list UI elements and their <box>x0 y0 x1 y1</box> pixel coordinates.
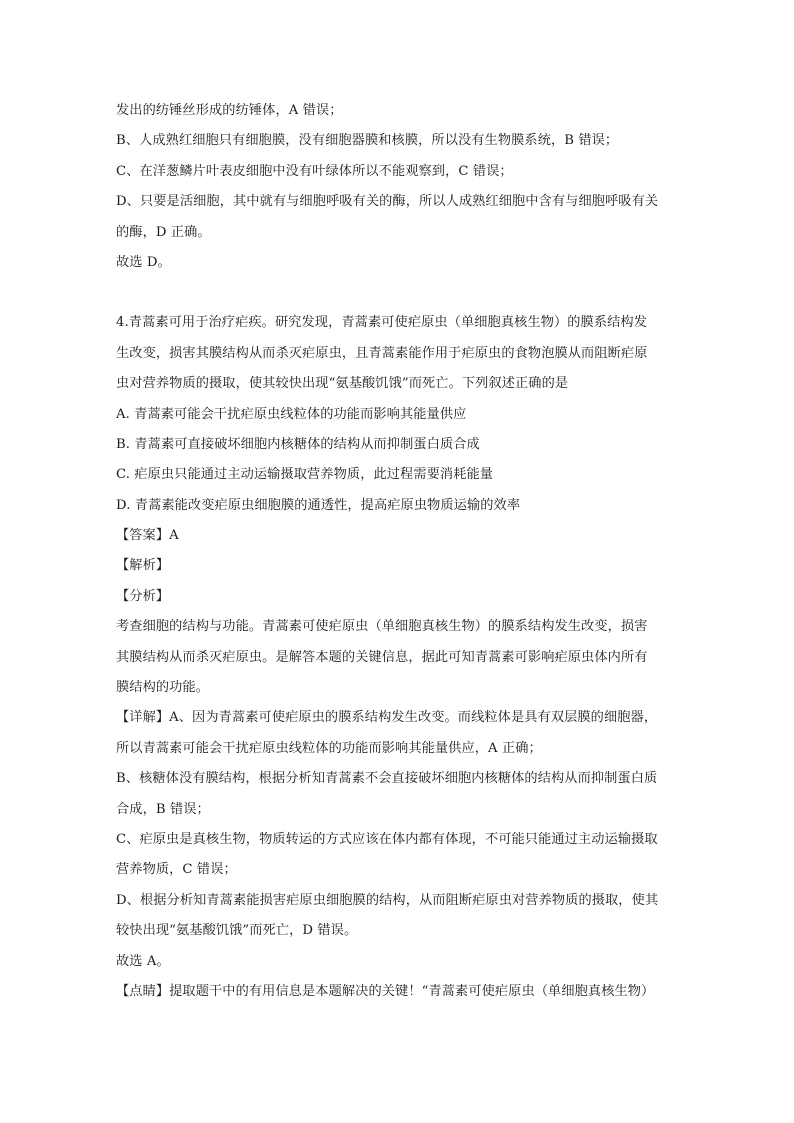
question-stem-line: 4.青蒿素可用于治疗疟疾。研究发现，青蒿素可使疟原虫（单细胞真核生物）的膜系结构发 <box>116 315 647 331</box>
text-line: B、人成熟红细胞只有细胞膜，没有细胞器膜和核膜，所以没有生物膜系统，B 错误； <box>116 133 619 149</box>
text-line: C、疟原虫是真核生物，物质转运的方式应该在体内都有体现，不可能只能通过主动运输摄取 <box>116 831 658 847</box>
text-line: D、只要是活细胞，其中就有与细胞呼吸有关的酶，所以人成熟红细胞中含有与细胞呼吸有关 <box>116 194 659 210</box>
analysis-heading: 【解析】 <box>116 558 170 574</box>
text-line: 故选 A。 <box>116 953 170 969</box>
question-stem-line: 生改变，损害其膜结构从而杀灭疟原虫，且青蒿素能作用于疟原虫的食物泡膜从而阻断疟原 <box>116 345 648 361</box>
text-line: 的酶，D 正确。 <box>116 224 211 240</box>
text-line: D、根据分析知青蒿素能损害疟原虫细胞膜的结构，从而阻断疟原虫对营养物质的摄取，使其 <box>116 892 659 908</box>
text-line: 发出的纺锤丝形成的纺锤体，A 错误； <box>116 103 343 118</box>
text-line: 所以青蒿素可能会干扰疟原虫线粒体的功能而影响其能量供应，A 正确； <box>116 740 542 756</box>
text-line: 考查细胞的结构与功能。青蒿素可使疟原虫（单细胞真核生物）的膜系结构发生改变，损害 <box>116 619 648 635</box>
detail-line: 【详解】A、因为青蒿素可使疟原虫的膜系结构发生改变。而线粒体是具有双层膜的细胞器， <box>116 710 658 726</box>
blank-line <box>116 278 682 308</box>
text-line: 合成，B 错误； <box>116 801 210 817</box>
document-page <box>116 96 682 1007</box>
text-line: C、在洋葱鳞片叶表皮细胞中没有叶绿体所以不能观察到，C 错误； <box>116 163 513 179</box>
option-b: B. 青蒿素可直接破坏细胞内核糖体的结构从而抑制蛋白质合成 <box>116 436 480 452</box>
text-line: 故选 D。 <box>116 254 171 270</box>
answer-line: 【答案】A <box>116 528 179 544</box>
fenxi-heading: 【分析】 <box>116 588 170 604</box>
option-c: C. 疟原虫只能通过主动运输摄取营养物质，此过程需要消耗能量 <box>116 467 494 483</box>
option-a: A. 青蒿素可能会干扰疟原虫线粒体的功能而影响其能量供应 <box>116 406 467 422</box>
text-line: 膜结构的功能。 <box>116 680 210 696</box>
text-line: B、核糖体没有膜结构，根据分析知青蒿素不会直接破坏细胞内核糖体的结构从而抑制蛋白质 <box>116 771 658 787</box>
tip-line: 【点睛】提取题干中的有用信息是本题解决的关键！“青蒿素可使疟原虫（单细胞真核生物） <box>116 983 655 999</box>
text-line: 营养物质，C 错误； <box>116 862 237 878</box>
question-stem-line: 虫对营养物质的摄取，使其较快出现“氨基酸饥饿”而死亡。下列叙述正确的是 <box>116 376 569 392</box>
text-line: 其膜结构从而杀灭疟原虫。是解答本题的关键信息，据此可知青蒿素可影响疟原虫体内所有 <box>116 649 648 665</box>
option-d: D. 青蒿素能改变疟原虫细胞膜的通透性，提高疟原虫物质运输的效率 <box>116 497 521 513</box>
text-line: 较快出现“氨基酸饥饿”而死亡，D 错误。 <box>116 923 358 939</box>
